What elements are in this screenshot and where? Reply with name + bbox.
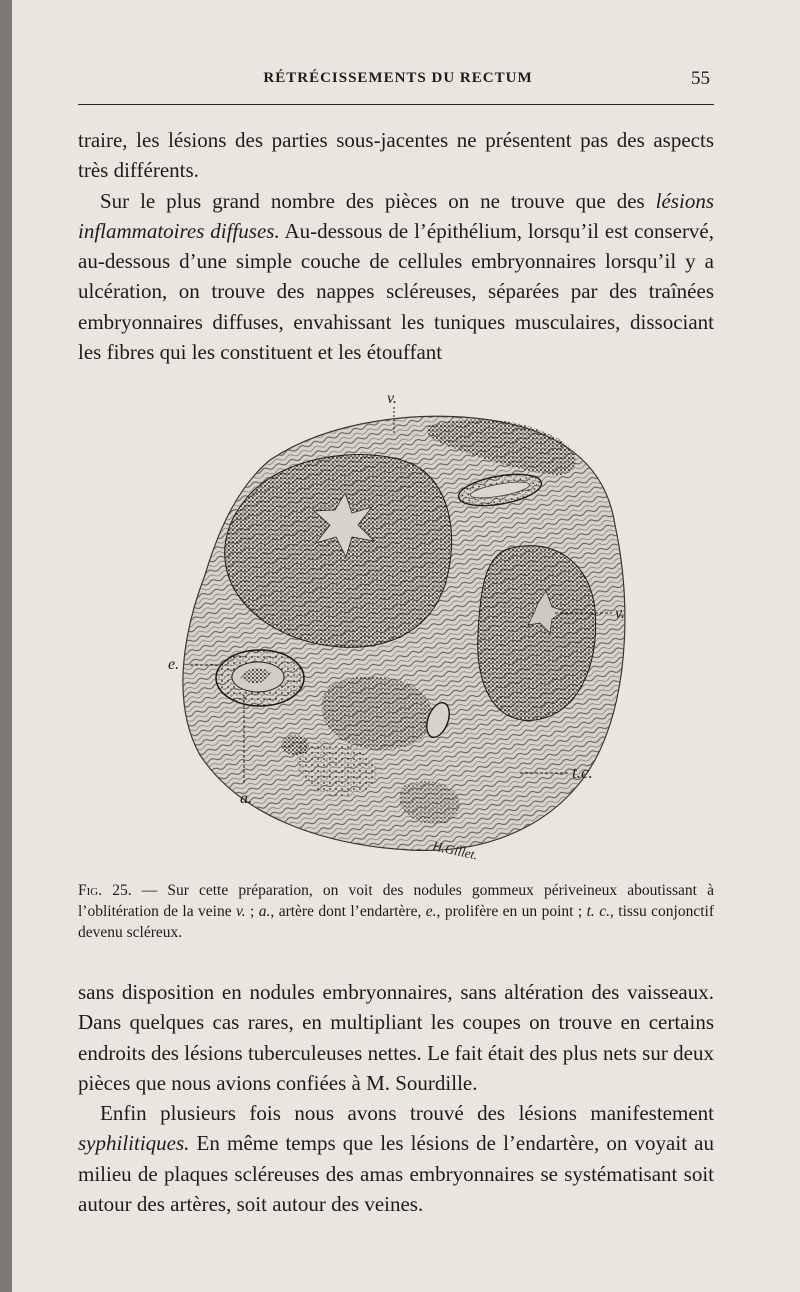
body-text-top bbox=[78, 125, 714, 367]
paragraph-1-text: traire, les lésions des parties sous-jacentes ne présentent pas des aspects très différents. bbox=[78, 128, 714, 183]
paragraph-4-emphasis: syphilitiques. bbox=[78, 1131, 190, 1156]
caption-part-2: ; bbox=[245, 903, 259, 920]
caption-dash: — bbox=[131, 882, 168, 899]
running-title: RÉTRÉCISSEMENTS DU RECTUM bbox=[263, 70, 533, 86]
paragraph-3-text: sans disposition en nodules embryonnaires, sans altération des vaisseaux. Dans quelques cas rares, en multipliant les coupes on trouve en certains endroits des lésions tuberculeuses nettes. Le fait était des plus nets sur deux pièces que nous avions confiées à M. Sourdille. bbox=[78, 980, 714, 1095]
page-edge-shadow bbox=[0, 0, 12, 1292]
paragraph-lesions-diffuses bbox=[78, 186, 714, 368]
paragraph-2-post: Au-dessous de l’épithélium, lorsqu’il est conservé, au-dessous d’une simple couche de cellules embryonnaires lorsqu’il y a ulcération, on trouve des nappes scléreuses, séparées par des traînées embryonnaires diffuses, envahissant les tuniques musculaires, dissociant les fibres qui les constituent et les étouffant bbox=[78, 218, 715, 365]
paragraph-2-pre: Sur le plus grand nombre des pièces on ne trouve que des bbox=[100, 188, 656, 213]
caption-part-1: Sur cette préparation, on voit des nodules gommeux périveineux aboutissant à l’oblitération de la veine bbox=[78, 882, 714, 920]
caption-ref-v: v. bbox=[236, 903, 246, 920]
histology-figure bbox=[160, 385, 640, 875]
caption-ref-a: a. bbox=[258, 903, 271, 920]
caption-ref-e: e. bbox=[425, 903, 437, 920]
caption-label: Fig. 25. bbox=[78, 882, 132, 899]
engraver-signature: H.Gillet. bbox=[431, 838, 480, 863]
paragraph-sans-disposition bbox=[78, 977, 714, 1098]
label-tc-right: t.c. bbox=[572, 763, 593, 782]
caption-ref-tc: t. c. bbox=[586, 903, 610, 920]
label-v-top: v. bbox=[387, 390, 397, 407]
body-text-bottom bbox=[78, 977, 714, 1219]
page-number: 55 bbox=[691, 68, 710, 89]
caption-part-4: , prolifère en un point ; bbox=[436, 903, 587, 920]
label-e-left: e. bbox=[168, 656, 180, 673]
paragraph-continuation bbox=[78, 125, 714, 186]
caption-part-5: , tissu conjonctif devenu scléreux. bbox=[78, 903, 714, 941]
paragraph-4-pre: Enfin plusieurs fois nous avons trouvé des lésions manifestement bbox=[100, 1101, 714, 1126]
label-a-bottom: a. bbox=[240, 790, 252, 807]
caption-part-3: , artère dont l’endartère, bbox=[270, 903, 426, 920]
figure-caption bbox=[78, 880, 714, 943]
paragraph-2-emphasis: lésions inflammatoires diffuses. bbox=[78, 188, 714, 243]
paragraph-syphilitiques bbox=[78, 1098, 714, 1219]
paragraph-4-post: En même temps que les lésions de l’endartère, on voyait au milieu de plaques scléreuses des amas embryonnaires se systématisant soit autour des artères, soit autour des veines. bbox=[78, 1131, 714, 1217]
page-header bbox=[78, 68, 718, 98]
header-rule bbox=[78, 104, 714, 105]
label-v-right: v. bbox=[615, 605, 625, 622]
